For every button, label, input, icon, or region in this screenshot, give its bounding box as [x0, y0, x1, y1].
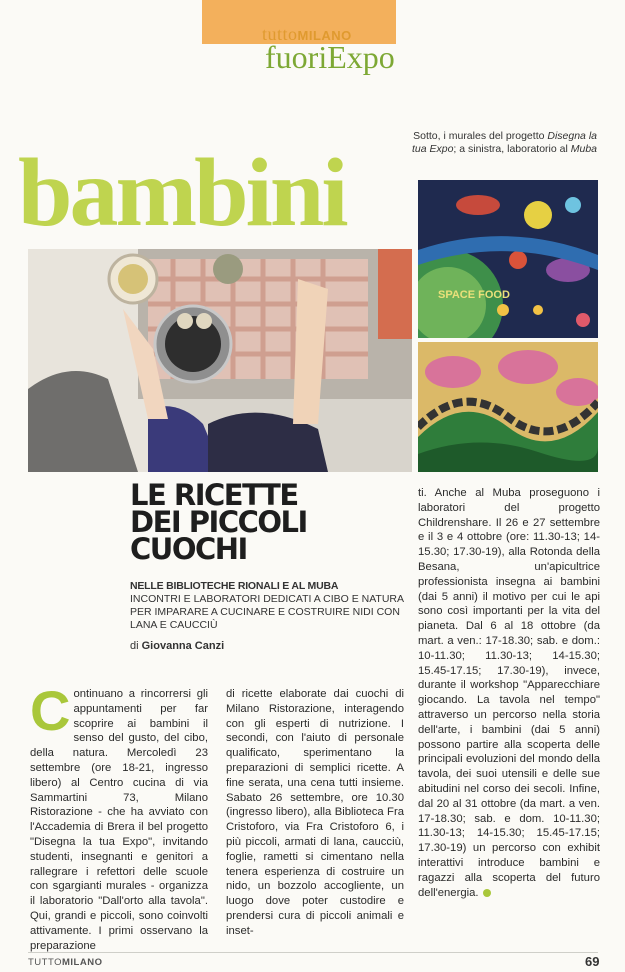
- article-subheading: [130, 580, 415, 632]
- drop-cap: C: [30, 679, 71, 742]
- photo-caption: Sotto, i murales del progetto Disegna la tua Expo; a sinistra, laboratorio al Muba: [411, 130, 597, 155]
- body-column-1: Continuano a rincorrersi gli appuntamenti per far scoprire ai bambini il senso del gusto, del cibo, della natura. Mercoledì 23 settembre (ore 18-21, ingresso libero) al Centro cucina di via Sammartini 73, Milano Ristorazione - che ha avviato con l'Accademia di Brera il bel progetto "Disegna la tua Expo", invitando studenti, insegnanti e genitori a rallegrare i refettori delle scuole con sgargianti murales - organizza il laboratorio "Dall'orto alla tavola". Qui, grandi e piccoli, sono coinvolti attivamente. I primi osservano la preparazione: [30, 679, 208, 952]
- byline: di Giovanna Canzi: [130, 640, 225, 652]
- body-column-3: ti. Anche al Muba proseguono i laboratori del progetto Childrenshare. Il 26 e 27 settembre e il 3 e 4 ottobre (ore: 11.30-13; 14-15.30; 17.30-19), alla Rotonda della Besana, un'apicultrice professionista insegna ai bambini (dai 5 anni) il motivo per cui le api sono così importanti per la vita del pianeta. Dal 6 al 18 ottobre (da mart. a ven.: 17-18.30; sab. e dom.: 10-11.30; 11.30-13; 14-15.30; 15.45-17.15; 17.30-19), invece, durante il workshop "Apparecchiare giocando. La tavola nel tempo" attraverso un percorso nella storia dell'arte, i bambini (dai 5 anni) possono partire alla scoperta delle principali evoluzioni del mondo della tavola, dei suoi utensili e delle sue abitudini nel corso dei secoli. Infine, dal 20 al 31 ottobre (da mart. a ven. 17-18.30; sab. e dom. 10-11.30; 11.30-13; 14-15.30; 15.45-17.15; 17.30-19) un percorso con exhibit interattivi introduce bambini e ragazzi alla scoperta del futuro dell'energia.: [418, 487, 600, 899]
- end-bullet-icon: [483, 889, 491, 897]
- article-headline: LE RICETTE DEI PICCOLI CUOCHI: [130, 478, 307, 566]
- lab-photo: [28, 249, 412, 472]
- subheading-text: INCONTRI E LABORATORI DEDICATI A CIBO E NATURA PER IMPARARE A CUCINARE E COSTRUIRE NIDI CON LANA E CAUCCIÙ: [130, 593, 404, 631]
- body-column-2: di ricette elaborate dai cuochi di Milano Ristorazione, interagendo con gli esperti di nutrizione. I secondi, con l'aiuto di personale qualificato, sperimentano la preparazioni di semplici ricette. A fine serata, una cena tutti insieme. Sabato 26 settembre, ore 10.30 (ingresso libero), alla Biblioteca Fra Cristoforo, via Fra Cristoforo 6, i più piccoli, armati di lana, caucciù, foglie, rametti si cimentano nella tenera esperienza di costruire un nido, un bozzolo accogliente, un luogo dove poter custodire e prendersi cura di piccoli animali e inset-: [226, 688, 404, 937]
- section-title: bambini: [18, 139, 346, 247]
- footer-magazine-name: TUTTOMILANO: [28, 957, 103, 968]
- magazine-name: tuttoMILANO: [262, 24, 352, 44]
- mural-landscape-image: [418, 342, 598, 472]
- mural-text: SPACE FOOD: [438, 289, 510, 301]
- section-brand: fuoriExpo: [265, 39, 395, 75]
- footer-rule: [28, 952, 598, 953]
- page-number: 69: [585, 954, 600, 969]
- author-name: Giovanna Canzi: [141, 640, 225, 652]
- subheading-bold: NELLE BIBLIOTECHE RIONALI E AL MUBA: [130, 580, 339, 592]
- mural-space-image: [418, 180, 598, 338]
